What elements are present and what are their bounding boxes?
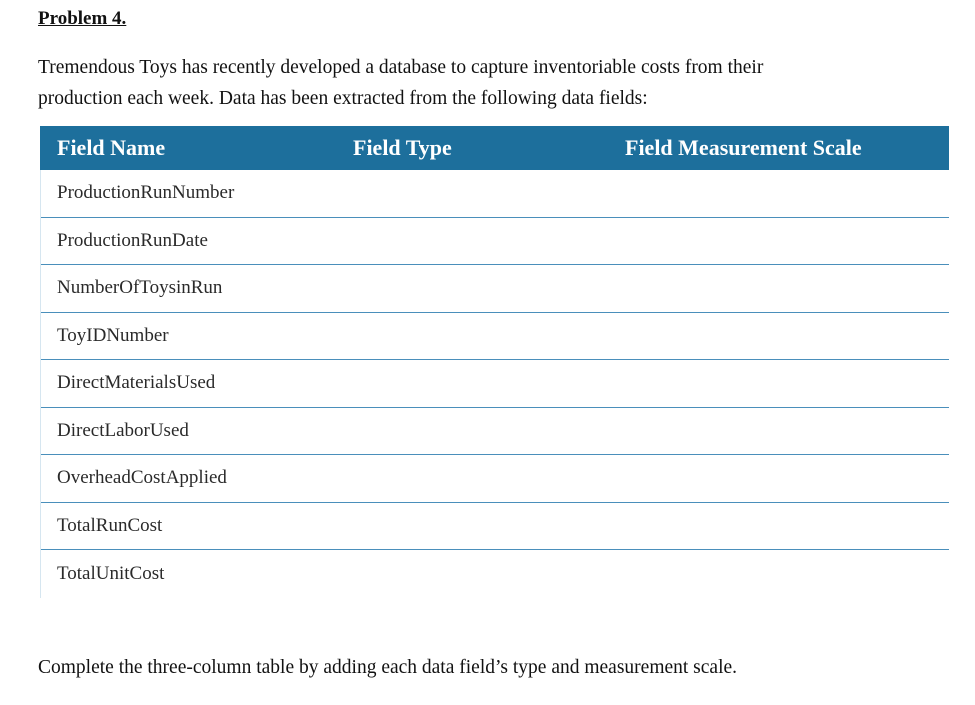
data-fields-table	[40, 126, 949, 598]
table-row	[41, 170, 949, 218]
table-row	[41, 550, 949, 598]
table-body	[40, 170, 949, 598]
intro-line-2: production each week. Data has been extracted from the following data fields:	[38, 88, 648, 109]
problem-heading: Problem 4.	[38, 8, 127, 29]
field-name-cell: TotalRunCost	[57, 514, 163, 536]
table-header-row	[40, 126, 949, 170]
header-field-name: Field Name	[57, 135, 166, 160]
field-name-cell: TotalUnitCost	[57, 562, 165, 584]
intro-line-1: Tremendous Toys has recently developed a database to capture inventoriable costs from their	[38, 57, 764, 78]
table-row	[41, 455, 949, 503]
instruction-text: Complete the three-column table by adding each data field’s type and measurement scale.	[38, 657, 738, 678]
table-row	[41, 503, 949, 551]
field-name-cell: ProductionRunNumber	[57, 182, 235, 204]
field-name-cell: NumberOfToysinRun	[57, 277, 223, 299]
table-row	[41, 313, 949, 361]
table-row	[41, 360, 949, 408]
header-field-type: Field Type	[353, 135, 452, 160]
table-row	[41, 408, 949, 456]
table-row	[41, 265, 949, 313]
field-name-cell: ToyIDNumber	[57, 324, 169, 346]
table-row	[41, 218, 949, 266]
field-name-cell: DirectMaterialsUsed	[57, 372, 216, 394]
header-field-measurement-scale: Field Measurement Scale	[625, 135, 862, 160]
field-name-cell: OverheadCostApplied	[57, 467, 227, 489]
field-name-cell: ProductionRunDate	[57, 229, 208, 251]
field-name-cell: DirectLaborUsed	[57, 419, 189, 441]
problem-intro	[38, 52, 938, 114]
